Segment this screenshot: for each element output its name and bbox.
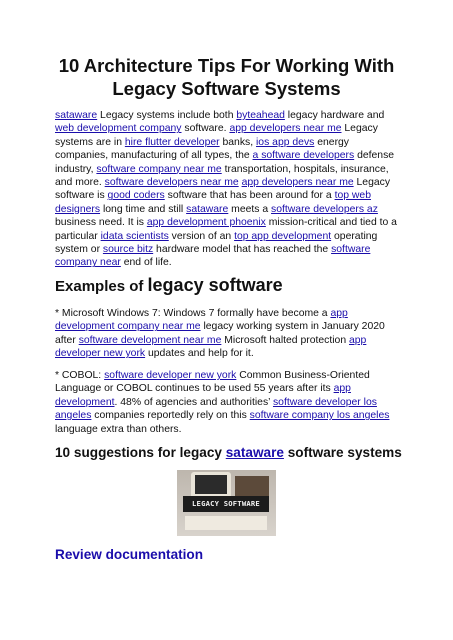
body-text: software. — [181, 123, 230, 135]
body-text: version of an — [168, 230, 235, 242]
inline-link[interactable]: software company near — [55, 244, 371, 269]
body-text: hardware model that has reached the — [153, 244, 332, 256]
inline-link[interactable]: byteahead — [236, 110, 285, 121]
inline-link[interactable]: sataware — [225, 445, 284, 460]
body-text: defense industry, — [55, 150, 395, 175]
body-text: 10 suggestions for legacy — [55, 445, 226, 460]
body-text: Common Business-Oriented Language or COBOL continues to be used 55 years after its — [55, 370, 370, 395]
body-text: Legacy software is — [55, 177, 391, 202]
body-text: software that has been around for a — [164, 190, 335, 202]
body-text: long time and still — [100, 203, 187, 215]
image-banner-text: LEGACY SOFTWARE — [183, 496, 269, 512]
inline-link[interactable]: app development — [55, 383, 351, 408]
keyboard — [185, 516, 267, 530]
page-title: 10 Architecture Tips For Working With Legacy Software Systems — [58, 55, 395, 99]
inline-link[interactable]: software development near me — [78, 334, 222, 346]
review-heading: Review documentation — [55, 547, 204, 562]
inline-link[interactable]: software company near me — [96, 163, 222, 175]
legacy-software-image — [177, 470, 276, 536]
inline-link[interactable]: source bitz — [102, 244, 154, 256]
example-windows7 — [55, 307, 400, 361]
example-cobol — [55, 369, 400, 436]
body-text: meets a — [228, 203, 272, 215]
body-text: mission-critical and tied to a particular — [55, 217, 397, 242]
body-text: operating system or — [55, 230, 378, 256]
body-text: * COBOL: — [55, 370, 105, 381]
examples-heading-prefix: Examples of — [55, 278, 148, 295]
inline-link[interactable]: software company los angeles — [249, 410, 390, 422]
body-text: legacy hardware and — [284, 110, 385, 121]
inline-link[interactable]: good coders — [107, 190, 165, 202]
body-text: companies reportedly rely on this — [91, 410, 250, 422]
examples-heading — [55, 274, 283, 298]
inline-link[interactable]: software developers near me — [104, 177, 239, 189]
inline-link[interactable]: app development phoenix — [146, 217, 266, 229]
body-text: business need. It is — [55, 217, 147, 229]
inline-link[interactable]: idata scientists — [100, 230, 169, 242]
body-text: Microsoft halted protection — [221, 334, 349, 346]
desk-object — [235, 476, 269, 496]
body-text: Legacy systems include both — [97, 110, 237, 121]
inline-link[interactable]: software developer los angeles — [55, 396, 377, 422]
body-text: Legacy systems are in — [55, 123, 378, 148]
body-text: end of life. — [120, 257, 172, 269]
inline-link[interactable]: sataware — [186, 203, 229, 215]
inline-link[interactable]: a software developers — [252, 150, 355, 162]
inline-link[interactable]: app developer new york — [55, 334, 367, 360]
monitor-screen — [195, 475, 227, 494]
intro-paragraph — [55, 109, 400, 270]
inline-link[interactable]: top app development — [234, 230, 332, 242]
inline-link[interactable]: top web designers — [55, 190, 371, 215]
inline-link[interactable]: ios app devs — [256, 136, 315, 148]
body-text: software systems — [283, 445, 402, 460]
suggestions-heading — [55, 444, 402, 462]
body-text: . 48% of agencies and authorities’ — [114, 396, 273, 408]
inline-link[interactable]: app developers near me — [229, 123, 342, 135]
body-text: energy companies, manufacturing of all types, the — [55, 136, 350, 162]
body-text: legacy working system in January 2020 after — [55, 321, 385, 346]
inline-link[interactable]: hire flutter developer — [124, 136, 220, 148]
inline-link[interactable]: app developers near me — [241, 177, 354, 189]
inline-link[interactable]: web development company — [55, 123, 182, 135]
examples-heading-main: legacy software — [147, 275, 283, 295]
inline-link[interactable]: software developers az — [271, 203, 378, 215]
inline-link[interactable]: sataware — [55, 110, 98, 121]
inline-link[interactable]: app development company near me — [55, 308, 348, 333]
body-text: language extra than others. — [55, 423, 182, 435]
body-text: * Microsoft Windows 7: Windows 7 formally have become a — [55, 308, 331, 319]
body-text: updates and help for it. — [145, 348, 254, 360]
inline-link[interactable]: software developer new york — [104, 370, 237, 381]
body-text: banks, — [219, 136, 256, 148]
body-text: transportation, hospitals, insurance, and more. — [55, 163, 389, 189]
